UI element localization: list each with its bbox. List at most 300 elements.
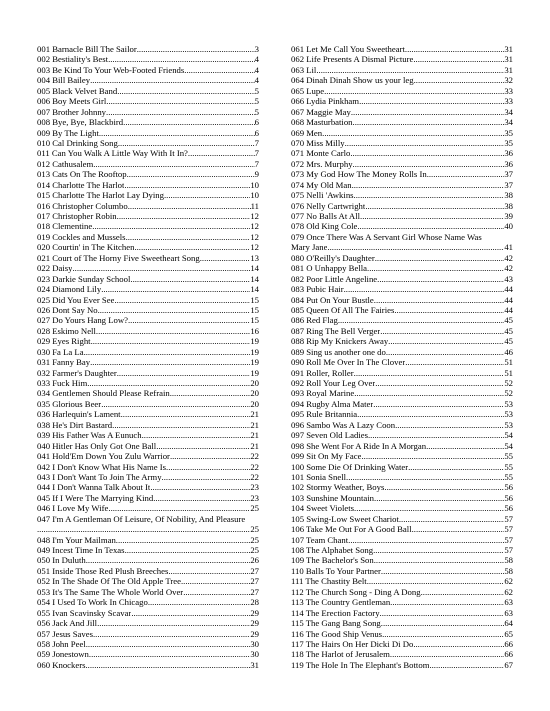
dot-leader — [414, 75, 505, 85]
dot-leader — [128, 315, 250, 325]
toc-entry-title: 104 Sweet Violets — [291, 503, 355, 514]
toc-entry[interactable] — [37, 107, 259, 117]
toc-entry-title: 101 Sonia Snell — [291, 471, 347, 482]
toc-entry[interactable] — [291, 545, 513, 555]
toc-entry-page-number: 36 — [504, 158, 513, 169]
toc-entry-title: 058 John Peel — [37, 638, 86, 649]
dot-leader — [380, 326, 504, 336]
toc-entry-page-number: 55 — [504, 461, 513, 472]
toc-entry[interactable] — [37, 315, 259, 325]
toc-entry[interactable] — [291, 587, 513, 597]
toc-entry[interactable] — [37, 378, 259, 388]
dot-leader — [324, 86, 504, 96]
dot-leader — [130, 274, 250, 284]
dot-leader — [390, 649, 504, 659]
dot-leader — [117, 368, 251, 378]
toc-entry-title: 010 Cal Drinking Song — [37, 137, 118, 148]
dot-leader — [86, 555, 251, 565]
toc-entry-title: 113 The Country Gentleman — [291, 597, 391, 608]
toc-entry[interactable] — [37, 472, 259, 482]
toc-entry[interactable] — [291, 420, 513, 430]
toc-entry-title-line1: 047 I'm A Gentleman Of Leisure, Of Nobility, And Pleasure — [37, 513, 246, 524]
toc-entry-page-number: 52 — [504, 378, 513, 388]
dot-leader — [101, 284, 250, 294]
toc-entry[interactable] — [37, 336, 259, 346]
toc-entry-page-number: 56 — [504, 492, 513, 503]
toc-entry-title: 081 O Unhappy Bella — [291, 263, 368, 274]
toc-entry[interactable] — [291, 368, 513, 378]
toc-entry-page-number: 25 — [250, 545, 259, 555]
toc-entry[interactable] — [291, 253, 513, 263]
toc-entry-page-number: 31 — [250, 659, 259, 670]
toc-entry-title: 115 The Gang Bang Song — [291, 618, 381, 629]
dot-leader — [377, 274, 504, 284]
dot-leader — [353, 159, 505, 169]
dot-leader — [344, 284, 505, 294]
toc-entry-page-number: 57 — [504, 524, 513, 535]
dot-leader — [350, 148, 504, 158]
toc-entry[interactable] — [291, 430, 513, 440]
toc-entry[interactable] — [291, 54, 513, 64]
toc-entry[interactable] — [37, 503, 259, 513]
toc-entry[interactable] — [37, 576, 259, 586]
toc-entry-page-number: 53 — [504, 419, 513, 430]
toc-entry-title: 024 Diamond Lily — [37, 284, 102, 295]
toc-entry-page-number: 42 — [504, 252, 513, 263]
toc-entry[interactable] — [37, 545, 259, 555]
toc-entry-title: 092 Roll Your Leg Over — [291, 378, 376, 388]
toc-entry[interactable] — [37, 180, 259, 190]
toc-entry-page-number: 5 — [254, 106, 259, 117]
toc-entry[interactable] — [37, 96, 259, 106]
toc-entry[interactable] — [37, 65, 259, 75]
toc-entry-title: 001 Barnacle Bill The Sailor — [37, 44, 137, 54]
dot-leader — [322, 128, 504, 138]
dot-leader — [86, 660, 251, 670]
toc-entry-page-number: 11 — [250, 200, 259, 211]
toc-entry[interactable] — [37, 274, 259, 284]
toc-entry[interactable] — [37, 493, 259, 503]
toc-entry[interactable] — [291, 618, 513, 628]
toc-entry[interactable] — [291, 284, 513, 294]
toc-entry[interactable] — [291, 44, 513, 54]
toc-entry[interactable] — [37, 420, 259, 430]
toc-entry[interactable] — [37, 86, 259, 96]
toc-entry[interactable] — [37, 263, 259, 273]
toc-entry-page-number: 31 — [504, 64, 513, 75]
toc-entry[interactable] — [291, 336, 513, 346]
toc-entry-title: 087 Ring The Bell Verger — [291, 325, 381, 336]
toc-entry[interactable] — [291, 514, 513, 524]
toc-entry-title: 095 Rule Britannia — [291, 409, 358, 420]
toc-entry-page-number: 58 — [504, 565, 513, 576]
toc-entry[interactable] — [37, 566, 259, 576]
toc-entry-page-number: 34 — [504, 117, 513, 128]
dot-leader — [360, 211, 504, 221]
toc-entry-title: 022 Daisy — [37, 263, 73, 274]
dot-leader — [114, 295, 250, 305]
toc-entry[interactable] — [291, 639, 513, 649]
toc-entry-title: 002 Bestiality's Best — [37, 54, 109, 65]
toc-entry-page-number: 31 — [504, 54, 513, 65]
toc-entry-page-number: 29 — [250, 607, 259, 618]
toc-entry[interactable] — [37, 138, 259, 148]
toc-entry[interactable] — [291, 169, 513, 179]
dot-leader — [96, 326, 250, 336]
dot-leader — [86, 639, 251, 649]
toc-entry-page-number: 7 — [254, 137, 259, 148]
toc-entry[interactable] — [291, 221, 513, 231]
toc-entry-title: 074 My Old Man — [291, 179, 352, 190]
toc-entry-page-number: 4 — [254, 75, 259, 86]
dot-leader — [361, 451, 504, 461]
toc-entry-title: 051 Inside Those Red Plush Breeches — [37, 565, 169, 576]
toc-entry[interactable] — [291, 232, 513, 253]
toc-entry[interactable] — [291, 107, 513, 117]
toc-entry[interactable] — [37, 253, 259, 263]
toc-entry[interactable] — [291, 274, 513, 284]
dot-leader — [357, 221, 504, 231]
dot-leader — [181, 576, 250, 586]
toc-entry[interactable] — [37, 597, 259, 607]
toc-entry-title: 055 Ivan Scavinsky Scavar — [37, 607, 132, 618]
toc-entry[interactable] — [37, 608, 259, 618]
dot-leader — [124, 180, 250, 190]
toc-entry-title: 020 Courtin' in The Kitchen — [37, 242, 135, 253]
toc-entry[interactable] — [37, 409, 259, 419]
toc-entry-page-number: 39 — [504, 211, 513, 221]
toc-entry-title: 014 Charlotte The Harlot — [37, 179, 125, 190]
toc-entry-title: 006 Boy Meets Girl — [37, 96, 107, 107]
toc-entry[interactable] — [37, 399, 259, 409]
dot-leader — [345, 138, 505, 148]
toc-entry[interactable] — [291, 441, 513, 451]
toc-entry[interactable] — [37, 221, 259, 231]
dot-leader — [200, 253, 251, 263]
toc-entry[interactable] — [37, 326, 259, 336]
dot-leader — [316, 65, 504, 75]
toc-entry[interactable] — [291, 180, 513, 190]
toc-entry-page-number: 54 — [504, 440, 513, 451]
toc-entry-title: 039 His Father Was A Eunuch — [37, 430, 142, 441]
toc-entry-title: 028 Eskimo Nell — [37, 325, 96, 336]
toc-entry[interactable] — [37, 44, 259, 54]
toc-entry-page-number: 5 — [254, 85, 259, 96]
dot-leader — [106, 96, 254, 106]
dot-leader — [367, 576, 505, 586]
toc-entry[interactable] — [37, 190, 259, 200]
dot-leader — [354, 368, 505, 378]
dot-leader — [426, 441, 504, 451]
toc-entry-page-number: 55 — [504, 451, 513, 462]
toc-entry[interactable] — [291, 190, 513, 200]
toc-entry-page-number: 23 — [250, 492, 259, 503]
toc-entry[interactable] — [37, 639, 259, 649]
dot-leader — [170, 388, 251, 398]
toc-entry-page-number: 35 — [504, 137, 513, 148]
toc-entry[interactable] — [37, 148, 259, 158]
toc-entry[interactable] — [291, 451, 513, 461]
toc-entry-page-number: 15 — [250, 315, 259, 326]
toc-entry[interactable] — [291, 462, 513, 472]
toc-entry-title: 043 I Don't Want To Join The Army — [37, 471, 162, 482]
dot-leader — [352, 180, 505, 190]
toc-entry-title: 050 In Duluth — [37, 555, 86, 566]
dot-leader — [367, 263, 504, 273]
toc-entry-page-number: 12 — [250, 211, 259, 221]
toc-entry[interactable] — [291, 649, 513, 659]
toc-entry-title: 060 Knockers — [37, 659, 86, 670]
toc-entry-page-number: 14 — [250, 263, 259, 274]
toc-entry-page-number: 31 — [504, 44, 513, 54]
toc-entry[interactable] — [37, 242, 259, 252]
dot-leader — [131, 608, 250, 618]
toc-entry-title: 017 Christopher Robin — [37, 211, 117, 221]
toc-entry[interactable] — [37, 629, 259, 639]
toc-entry[interactable] — [37, 368, 259, 378]
toc-entry[interactable] — [291, 524, 513, 534]
toc-entry-title: 056 Jack And Jill — [37, 618, 98, 629]
toc-entry[interactable] — [37, 482, 259, 492]
toc-entry[interactable] — [291, 347, 513, 357]
toc-entry-page-number: 62 — [504, 576, 513, 587]
dot-leader — [327, 242, 504, 252]
dot-leader — [121, 409, 251, 419]
toc-entry[interactable] — [37, 347, 259, 357]
toc-entry-title: 088 Rip My Knickers Away — [291, 336, 389, 347]
toc-entry[interactable] — [291, 576, 513, 586]
toc-entry[interactable] — [37, 159, 259, 169]
toc-entry[interactable] — [291, 326, 513, 336]
toc-entry[interactable] — [37, 649, 259, 659]
toc-entry-page-number: 53 — [504, 398, 513, 409]
toc-entry[interactable] — [37, 54, 259, 64]
toc-entry-page-number: 22 — [250, 471, 259, 482]
toc-entry-page-number: 25 — [250, 524, 259, 535]
dot-leader — [93, 629, 250, 639]
toc-entry[interactable] — [291, 65, 513, 75]
toc-entry[interactable] — [291, 409, 513, 419]
toc-entry[interactable] — [291, 315, 513, 325]
toc-entry[interactable] — [291, 493, 513, 503]
dot-leader — [405, 44, 504, 54]
toc-entry[interactable] — [291, 597, 513, 607]
dot-leader — [354, 388, 504, 398]
toc-entry[interactable] — [37, 284, 259, 294]
toc-entry-page-number: 10 — [250, 179, 259, 190]
toc-entry[interactable] — [37, 618, 259, 628]
toc-entry[interactable] — [291, 472, 513, 482]
dot-leader — [382, 629, 504, 639]
toc-entry-title: 106 Take Me Out For A Good Ball — [291, 524, 412, 535]
toc-entry[interactable] — [291, 211, 513, 221]
dot-leader — [395, 420, 504, 430]
toc-entry-page-number: 16 — [250, 325, 259, 336]
toc-entry[interactable] — [291, 75, 513, 85]
toc-entry-page-number: 44 — [504, 294, 513, 305]
dot-leader — [98, 305, 251, 315]
toc-entry-page-number: 67 — [504, 659, 513, 670]
dot-leader — [421, 587, 505, 597]
toc-entry-page-number: 29 — [250, 628, 259, 639]
toc-entry-title: 093 Royal Marine — [291, 388, 355, 399]
dot-leader — [413, 639, 504, 649]
toc-entry-page-number: 56 — [504, 503, 513, 514]
dot-leader — [170, 451, 250, 461]
toc-entry[interactable] — [291, 138, 513, 148]
toc-entry[interactable] — [291, 660, 513, 670]
toc-entry-page-number: 12 — [250, 221, 259, 232]
toc-entry-title: 119 The Hole In The Elephant's Bottom — [291, 659, 430, 670]
toc-entry[interactable] — [291, 555, 513, 565]
dot-leader — [348, 535, 504, 545]
toc-entry-title: Mary Jane — [291, 242, 328, 253]
toc-entry[interactable] — [37, 232, 259, 242]
toc-entry-page-number: 63 — [504, 597, 513, 608]
toc-entry-page-number: 21 — [250, 440, 259, 451]
toc-page — [37, 44, 513, 684]
toc-entry[interactable] — [37, 555, 259, 565]
toc-entry[interactable] — [37, 441, 259, 451]
toc-entry[interactable] — [291, 263, 513, 273]
toc-entry-page-number: 45 — [504, 336, 513, 347]
toc-column-left — [37, 44, 259, 670]
toc-entry-page-number: 66 — [504, 638, 513, 649]
toc-entry[interactable] — [291, 608, 513, 618]
toc-entry[interactable] — [291, 148, 513, 158]
toc-entry[interactable] — [291, 357, 513, 367]
toc-entry-title: 077 No Balls At All — [291, 211, 361, 221]
toc-entry-title: 083 Pubic Hair — [291, 284, 344, 295]
dot-leader — [93, 159, 254, 169]
toc-entry[interactable] — [291, 117, 513, 127]
toc-entry-title: 009 By The Light — [37, 127, 99, 138]
toc-entry-page-number: 30 — [250, 649, 259, 660]
toc-entry-page-number: 43 — [504, 273, 513, 284]
toc-entry[interactable] — [291, 305, 513, 315]
toc-entry[interactable] — [291, 128, 513, 138]
dot-leader — [375, 253, 505, 263]
toc-entry[interactable] — [291, 201, 513, 211]
toc-entry[interactable] — [37, 169, 259, 179]
dot-leader — [72, 263, 250, 273]
toc-entry-title: 085 Queen Of All The Fairies — [291, 304, 395, 315]
toc-entry-title: 049 Incest Time In Texas — [37, 545, 125, 555]
toc-entry[interactable] — [37, 211, 259, 221]
toc-entry-title: 053 It's The Same The Whole World Over — [37, 586, 184, 597]
dot-leader — [399, 514, 504, 524]
toc-entry[interactable] — [291, 159, 513, 169]
toc-entry[interactable] — [291, 96, 513, 106]
toc-entry[interactable] — [37, 117, 259, 127]
dot-leader — [117, 86, 254, 96]
toc-entry-title: 084 Put On Your Bustle — [291, 294, 374, 305]
toc-entry-title: 027 Do Yours Hang Low? — [37, 315, 128, 326]
dot-leader — [117, 211, 251, 221]
dot-leader — [84, 347, 251, 357]
toc-entry-page-number: 25 — [250, 534, 259, 545]
dot-leader — [92, 221, 250, 231]
dot-leader — [357, 409, 504, 419]
toc-entry-title: 052 In The Shade Of The Old Apple Tree — [37, 576, 181, 587]
toc-entry[interactable] — [291, 482, 513, 492]
dot-leader — [188, 148, 255, 158]
toc-entry[interactable] — [37, 201, 259, 211]
toc-entry-page-number: 32 — [504, 75, 513, 86]
dot-leader — [97, 618, 250, 628]
toc-entry[interactable] — [291, 566, 513, 576]
toc-entry[interactable] — [291, 535, 513, 545]
toc-entry-title: 109 The Bachelor's Son — [291, 555, 374, 566]
toc-entry[interactable] — [291, 388, 513, 398]
toc-entry[interactable] — [37, 451, 259, 461]
toc-entry[interactable] — [37, 462, 259, 472]
dot-leader — [123, 117, 255, 127]
toc-entry-page-number: 21 — [250, 430, 259, 441]
toc-entry[interactable] — [37, 295, 259, 305]
dot-leader — [99, 128, 255, 138]
toc-entry-title: 034 Gentlemen Should Please Refrain — [37, 388, 170, 399]
dot-leader — [413, 54, 504, 64]
toc-entry-page-number: 62 — [504, 586, 513, 597]
dot-leader — [164, 190, 250, 200]
toc-entry-title: 107 Team Chant — [291, 534, 349, 545]
toc-entry[interactable] — [37, 357, 259, 367]
dot-leader — [380, 608, 505, 618]
dot-leader — [351, 107, 504, 117]
toc-entry-page-number: 5 — [254, 96, 259, 107]
toc-entry[interactable] — [37, 388, 259, 398]
toc-entry-title: 015 Charlotte The Harlot Lay Dying — [37, 190, 164, 201]
toc-entry[interactable] — [291, 378, 513, 388]
toc-entry-title: 036 Harlequin's Lament — [37, 409, 121, 420]
toc-entry-page-number: 53 — [504, 409, 513, 420]
dot-leader — [125, 545, 251, 555]
dot-leader — [374, 295, 505, 305]
toc-entry-page-number: 20 — [250, 388, 259, 399]
toc-entry[interactable] — [37, 660, 259, 670]
toc-entry[interactable] — [37, 75, 259, 85]
toc-entry-page-number: 22 — [250, 461, 259, 472]
toc-entry[interactable] — [37, 587, 259, 597]
toc-entry-page-number: 44 — [504, 304, 513, 315]
toc-entry[interactable] — [291, 503, 513, 513]
dot-leader — [91, 336, 251, 346]
toc-entry-title: 026 Dont Say No — [37, 304, 98, 315]
toc-entry[interactable] — [37, 128, 259, 138]
toc-entry-page-number: 27 — [250, 586, 259, 597]
toc-entry-page-number: 44 — [504, 284, 513, 295]
toc-entry-page-number: 6 — [254, 127, 259, 138]
toc-entry-title: 065 Lupe — [291, 85, 325, 96]
toc-entry-page-number: 51 — [504, 367, 513, 378]
toc-entry[interactable] — [37, 305, 259, 315]
toc-entry[interactable] — [37, 535, 259, 545]
toc-entry[interactable] — [37, 514, 259, 535]
dot-leader — [137, 44, 255, 54]
toc-entry-title: 098 She Went For A Ride In A Morgan — [291, 440, 427, 451]
dot-leader — [381, 566, 504, 576]
toc-entry-title: 057 Jesus Saves — [37, 628, 93, 639]
toc-entry[interactable] — [291, 295, 513, 305]
toc-entry-title: 067 Maggie May — [291, 106, 351, 117]
toc-entry[interactable] — [291, 399, 513, 409]
toc-entry-page-number: 19 — [250, 346, 259, 357]
toc-entry[interactable] — [291, 629, 513, 639]
dot-leader — [89, 649, 250, 659]
toc-entry[interactable] — [291, 86, 513, 96]
toc-entry[interactable] — [37, 430, 259, 440]
